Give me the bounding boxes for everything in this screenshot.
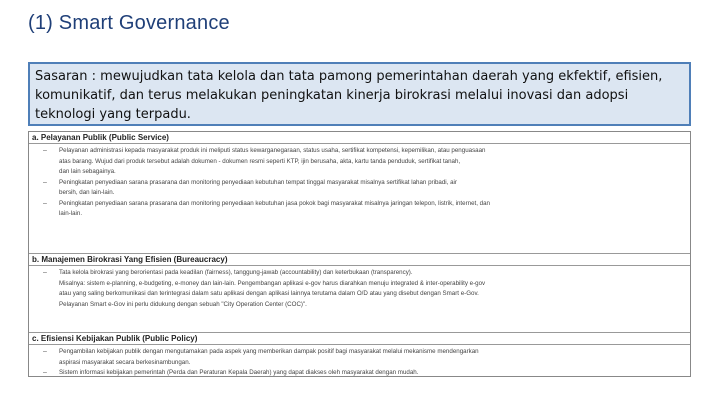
list-item (29, 368, 690, 379)
section-body-bureaucracy (29, 266, 690, 332)
item-line: Misalnya: sistem e-planning, e-budgeting, e-money dan lain-lain. Pengembangan aplikasi e-gov harus diarahkan menuju integrated & inter-operability e-gov (59, 279, 486, 287)
goal-text: mewujudkan tata kelola dan tata pamong pemerintahan daerah yang ekfektif, efisien, komunikatif, dan terus melakukan peningkatan kinerja birokrasi melalui inovasi dan adopsi teknologi yang terpadu. (35, 69, 663, 122)
item-line: atau yang saling berkomunikasi dan terintegrasi dalam satu aplikasi dengan aplikasi lainnya terutama dalam O/D atau yang disebut dengan Smart e-Gov. (59, 290, 479, 297)
item-line: Peningkatan penyediaan sarana prasarana dan monitoring penyediaan kebutuhan tempat tinggal masyarakat misalnya sertifikat lahan pribadi, air (59, 178, 457, 186)
item-line: Pelayanan administrasi kepada masyarakat produk ini meliputi status kewarganegaraan, status usaha, sertifikat kompetensi, kepemilikan, atau penguasaan (59, 147, 486, 154)
strategy-table (28, 131, 691, 377)
bullet-dash: – (43, 199, 47, 207)
item-line: dan lain sebagainya. (59, 168, 116, 175)
item-line: bersih, dan lain-lain. (59, 189, 115, 196)
list-item (29, 268, 690, 310)
item-line: Pengambilan kebijakan publik dengan mengutamakan pada aspek yang memberikan dampak positif bagi masyarakat melalui mekanisme mendengarkan (59, 348, 479, 355)
section-heading-bureaucracy: b. Manajemen Birokrasi Yang Efisien (Bureaucracy) (29, 253, 690, 266)
item-line: aspirasi masyarakat secara berkesinambungan. (59, 358, 191, 366)
bullet-dash: – (43, 178, 47, 186)
section-heading-public-policy: c. Efisiensi Kebijakan Publik (Public Policy) (29, 332, 690, 345)
list-item (29, 178, 690, 199)
item-line: Peningkatan penyediaan sarana prasarana dan monitoring penyediaan kebutuhan jasa pokok bagi masyarakat misalnya jaringan telepon, listrik, internet, dan (59, 199, 490, 207)
section-body-public-service (29, 144, 690, 253)
section-heading-public-service: a. Pelayanan Publik (Public Service) (29, 132, 690, 144)
bullet-dash: – (43, 147, 47, 154)
section-body-public-policy (29, 345, 690, 393)
list-item (29, 146, 690, 178)
bullet-dash: – (43, 369, 47, 376)
item-line: Pelayanan Smart e-Gov ini perlu didukung dengan sebuah "City Operation Center (COC)". (59, 300, 307, 308)
bullet-dash: – (43, 348, 47, 355)
item-line: lain-lain. (59, 210, 83, 217)
list-item (29, 347, 690, 368)
item-line: Sistem informasi kebijakan pemerintah (Perda dan Peraturan Kepala Daerah) yang dapat diakses oleh masyarakat dengan mudah. (59, 369, 419, 376)
item-line: atas barang. Wujud dari produk tersebut adalah dokumen - dokumen resmi seperti KTP, ijin berusaha, akta, kartu tanda penduduk, sertifikat tanah, (59, 157, 461, 165)
bullet-dash: – (43, 269, 47, 276)
goal-label: Sasaran : (35, 69, 97, 84)
item-line: Tata kelola birokrasi yang berorientasi pada keadilan (fairness), tanggung-jawab (accountability) dan keterbukaan (transparency). (59, 269, 413, 276)
list-item (29, 199, 690, 220)
goal-box (28, 62, 691, 126)
page-title: (1) Smart Governance (28, 12, 230, 34)
